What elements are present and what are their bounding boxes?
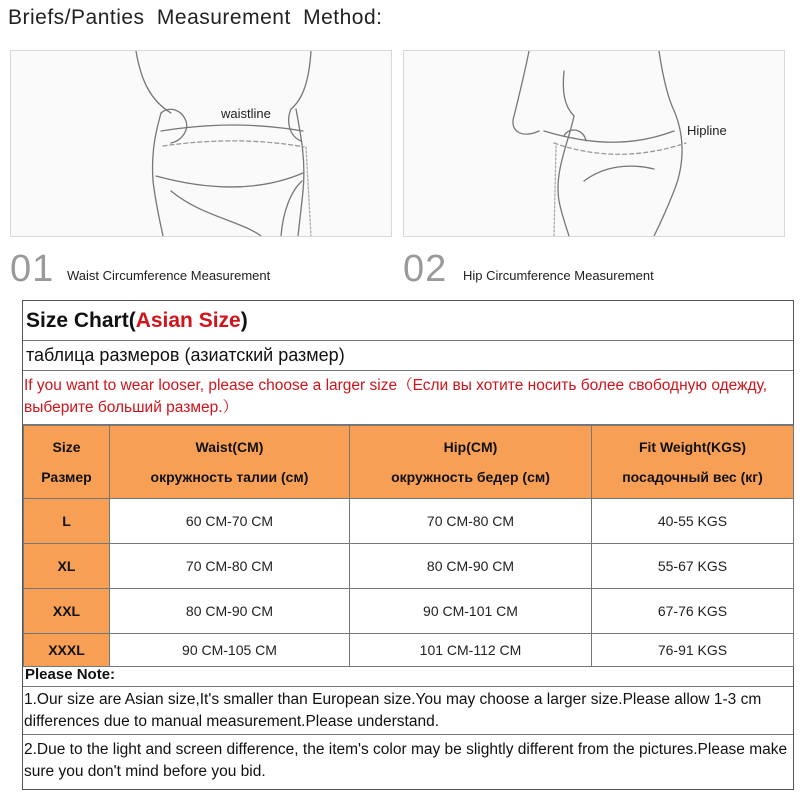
waist-cell: 80 CM-90 CM — [110, 589, 350, 634]
page-title: Briefs/Panties Measurement Method: — [8, 6, 383, 29]
waist-cell: 90 CM-105 CM — [110, 634, 350, 667]
waist-cell: 60 CM-70 CM — [110, 499, 350, 544]
waist-cell: 70 CM-80 CM — [110, 544, 350, 589]
header-hip — [350, 426, 592, 499]
table-row — [24, 499, 794, 544]
step-number: 02 — [403, 248, 448, 290]
header-ru: окружность бедер (см) — [391, 469, 550, 485]
chart-subtitle: таблица размеров (азиатский размер) — [26, 345, 345, 365]
chart-title-suffix: ) — [240, 309, 248, 332]
header-waist — [110, 426, 350, 499]
hip-cell: 80 CM-90 CM — [350, 544, 592, 589]
weight-cell: 67-76 KGS — [592, 589, 794, 634]
waistline-label: waistline — [221, 106, 271, 121]
header-en: Waist(CM) — [195, 439, 264, 455]
advice-text: If you want to wear looser, please choose a larger size（Если вы хотите носить более свободную одежду, выберите больший размер.） — [24, 377, 768, 416]
size-cell: L — [24, 499, 110, 544]
chart-title-highlight: Asian Size — [135, 309, 241, 332]
header-weight — [592, 426, 794, 499]
weight-cell: 40-55 KGS — [592, 499, 794, 544]
chart-subtitle-row — [23, 341, 793, 371]
hip-cell: 101 CM-112 CM — [350, 634, 592, 667]
size-cell: XXL — [24, 589, 110, 634]
waist-figure-drawing — [11, 51, 391, 236]
weight-cell: 55-67 KGS — [592, 544, 794, 589]
note-item: 1.Our size are Asian size,It's smaller than European size.You may choose a larger size.Please allow 1-3 cm differences due to manual measurement.Please understand. — [23, 687, 793, 735]
hip-cell: 90 CM-101 CM — [350, 589, 592, 634]
step-text: Hip Circumference Measurement — [463, 268, 654, 283]
size-chart — [22, 300, 794, 790]
chart-title-row — [23, 301, 793, 341]
step-waist — [10, 248, 310, 288]
hip-figure-drawing — [404, 51, 784, 236]
weight-cell: 76-91 KGS — [592, 634, 794, 667]
hipline-label: Hipline — [687, 123, 727, 138]
header-ru: Размер — [41, 469, 92, 485]
notes-heading-row — [23, 663, 793, 687]
header-en: Fit Weight(KGS) — [638, 439, 747, 455]
hip-cell: 70 CM-80 CM — [350, 499, 592, 544]
table-row — [24, 634, 794, 667]
header-en: Size — [52, 439, 81, 455]
waist-illustration — [10, 50, 392, 237]
header-en: Hip(CM) — [443, 439, 498, 455]
size-cell: XXXL — [24, 634, 110, 667]
chart-title-prefix: Size Chart( — [26, 309, 136, 332]
table-row — [24, 589, 794, 634]
header-size — [24, 426, 110, 499]
step-number: 01 — [10, 248, 55, 290]
step-text: Waist Circumference Measurement — [67, 268, 271, 283]
hip-illustration — [403, 50, 785, 237]
header-ru: окружность талии (см) — [150, 469, 309, 485]
header-ru: посадочный вес (кг) — [622, 469, 763, 485]
note-item: 2.Due to the light and screen difference, the item's color may be slightly different from the pictures.Please make sure you don't mind before you bid. — [24, 741, 788, 780]
notes-heading: Please Note: — [25, 666, 116, 683]
size-table — [23, 425, 794, 667]
advice-row — [23, 371, 793, 425]
size-cell: XL — [24, 544, 110, 589]
chart-title — [26, 309, 248, 333]
step-hip — [403, 248, 703, 288]
table-row — [24, 544, 794, 589]
table-header-row — [24, 426, 794, 499]
